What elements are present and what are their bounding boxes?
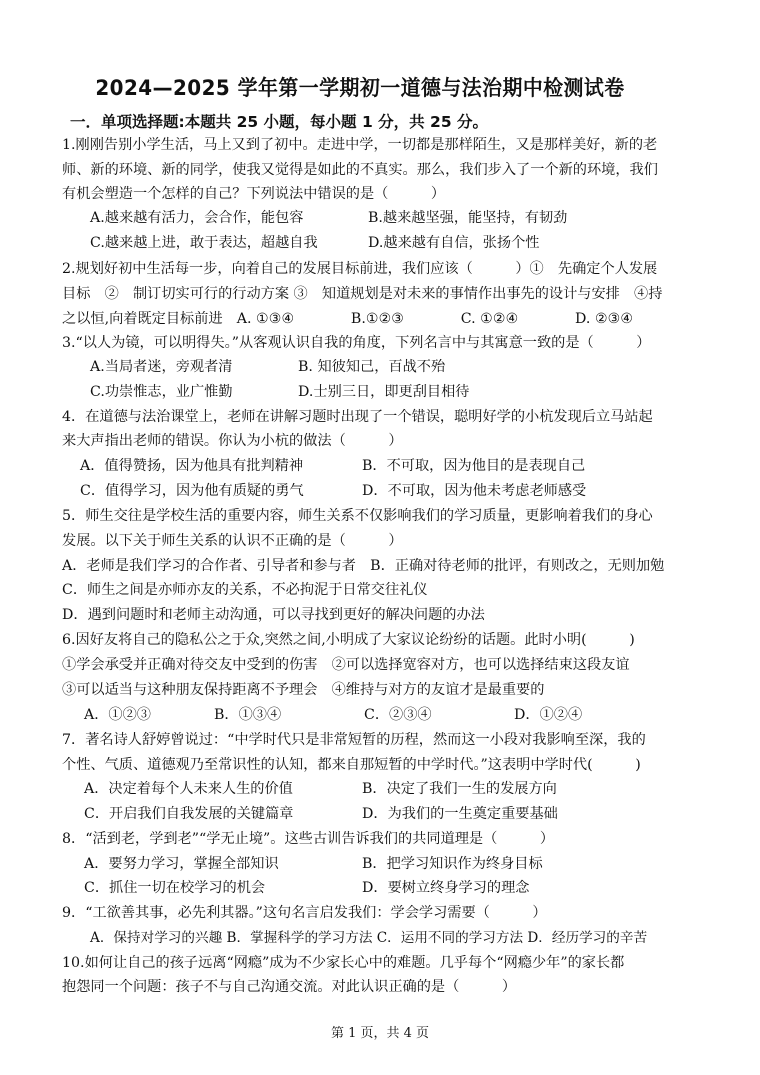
q3-option-c: C.功崇惟志，业广惟勤 <box>90 384 233 400</box>
q10-line-1: 10.如何让自己的孩子远离“网瘾”成为不少家长心中的难题。几乎每个“网瘾少年”的家长都 <box>62 955 625 971</box>
q10-line-2: 抱怨同一个问题：孩子不与自己沟通交流。对此认识正确的是（ ） <box>62 979 517 995</box>
q4-line-2: 来大声指出老师的错误。你认为小杭的做法（ ） <box>62 433 403 449</box>
q1-option-a: A.越来越有活力，会合作，能包容 <box>90 210 304 226</box>
q5-line-3: A．老师是我们学习的合作者、引导者和参与者 B．正确对待老师的批评，有则改之，无则加勉 <box>62 558 665 574</box>
q6-option-d: D．①②④ <box>514 707 583 723</box>
q8-line-1: 8．“活到老，学到老”“学无止境”。这些古训告诉我们的共同道理是（ ） <box>62 831 555 847</box>
q1-line-3: 有机会塑造一个怎样的自己？下列说法中错误的是（ ） <box>62 186 446 202</box>
q7-option-c: C．开启我们自我发展的关键篇章 <box>84 806 294 822</box>
q8-option-c: C．抓住一切在校学习的机会 <box>84 880 266 896</box>
q9-line-1: 9．“工欲善其事，必先利其器。”这句名言启发我们：学会学习需要（ ） <box>62 905 547 921</box>
q1-option-b: B.越来越坚强，能坚持，有韧劲 <box>368 210 568 226</box>
q7-line-1: 7．著名诗人舒婷曾说过：“中学时代只是非常短暂的历程，然而这一小段对我影响至深，我的 <box>62 732 646 748</box>
q3-option-b: B. 知彼知己，百战不殆 <box>298 359 446 375</box>
q9-options: A．保持对学习的兴趣 B．掌握科学的学习方法 C．运用不同的学习方法 D．经历学习的辛苦 <box>90 930 648 946</box>
q6-line-2: ①学会承受并正确对待交友中受到的伤害 ②可以选择宽容对方，也可以选择结束这段友谊 <box>62 657 630 673</box>
q6-option-c: C．②③④ <box>364 707 432 723</box>
page-footer: 第 1 页，共 4 页 <box>330 1026 430 1041</box>
q2-line-3: 之以恒,向着既定目标前进 A. ①③④ B.①②③ C. ①②④ D. ②③④ <box>62 311 634 327</box>
q4-line-1: 4．在道德与法治课堂上，老师在讲解习题时出现了一个错误，聪明好学的小杭发现后立马站起 <box>62 409 653 425</box>
q2-line-1: 2.规划好初中生活每一步，向着自己的发展目标前进，我们应该（ ）① 先确定个人发展 <box>62 261 658 277</box>
q1-line-1: 1.刚刚告别小学生活，马上又到了初中。走进中学，一切都是那样陌生，又是那样美好，新的老 <box>62 137 658 153</box>
q5-line-5: D．遇到问题时和老师主动沟通，可以寻找到更好的解决问题的办法 <box>62 607 485 623</box>
q5-line-2: 发展。以下关于师生关系的认识不正确的是（ ） <box>62 533 403 549</box>
q7-option-b: B．决定了我们一生的发展方向 <box>362 781 557 797</box>
q4-option-a: A．值得赞扬，因为他具有批判精神 <box>80 458 304 474</box>
q4-option-b: B．不可取，因为他目的是表现自己 <box>362 458 586 474</box>
q6-option-b: B．①③④ <box>214 707 282 723</box>
q8-option-a: A．要努力学习，掌握全部知识 <box>84 856 279 872</box>
q3-option-d: D.士别三日，即更刮目相待 <box>298 384 470 400</box>
q4-option-d: D．不可取，因为他未考虑老师感受 <box>362 483 587 499</box>
q6-option-a: A．①②③ <box>84 707 151 723</box>
q2-line-2: 目标 ② 制订切实可行的行动方案 ③ 知道规划是对未来的事情作出事先的设计与安排 ④持 <box>62 286 663 302</box>
q7-option-a: A．决定着每个人未来人生的价值 <box>84 781 293 797</box>
q7-option-d: D．为我们的一生奠定重要基础 <box>362 806 558 822</box>
q4-option-c: C．值得学习，因为他有质疑的勇气 <box>80 483 304 499</box>
q3-option-a: A.当局者迷，旁观者清 <box>90 359 233 375</box>
q1-option-d: D.越来越有自信，张扬个性 <box>368 235 540 251</box>
q1-option-c: C.越来越上进，敢于表达，超越自我 <box>90 235 318 251</box>
q7-line-2: 个性、气质、道德观乃至常识性的认知，都来自那短暂的中学时代。”这表明中学时代( ) <box>62 757 641 773</box>
q8-option-d: D．要树立终身学习的理念 <box>362 880 530 896</box>
section-heading: 一．单项选择题:本题共 25 小题，每小题 1 分，共 25 分。 <box>70 113 489 131</box>
exam-title: 2024—2025 学年第一学期初一道德与法治期中检测试卷 <box>95 76 625 100</box>
q6-line-3: ③可以适当与这种朋友保持距离不予理会 ④维持与对方的友谊才是最重要的 <box>62 682 545 698</box>
q6-line-1: 6.因好友将自己的隐私公之于众,突然之间,小明成了大家议论纷纷的话题。此时小明( ) <box>62 632 635 648</box>
q5-line-4: C．师生之间是亦师亦友的关系，不必拘泥于日常交往礼仪 <box>62 582 428 598</box>
q3-line-1: 3.“以人为镜，可以明得失。”从客观认识自我的角度，下列名言中与其寓意一致的是（ ） <box>62 335 651 351</box>
q1-line-2: 师、新的环境、新的同学，使我又觉得是如此的不真实。那么，我们步入了一个新的环境，我们 <box>62 162 658 178</box>
q8-option-b: B．把学习知识作为终身目标 <box>362 856 543 872</box>
q5-line-1: 5．师生交往是学校生活的重要内容，师生关系不仅影响我们的学习质量，更影响着我们的身心 <box>62 508 653 524</box>
